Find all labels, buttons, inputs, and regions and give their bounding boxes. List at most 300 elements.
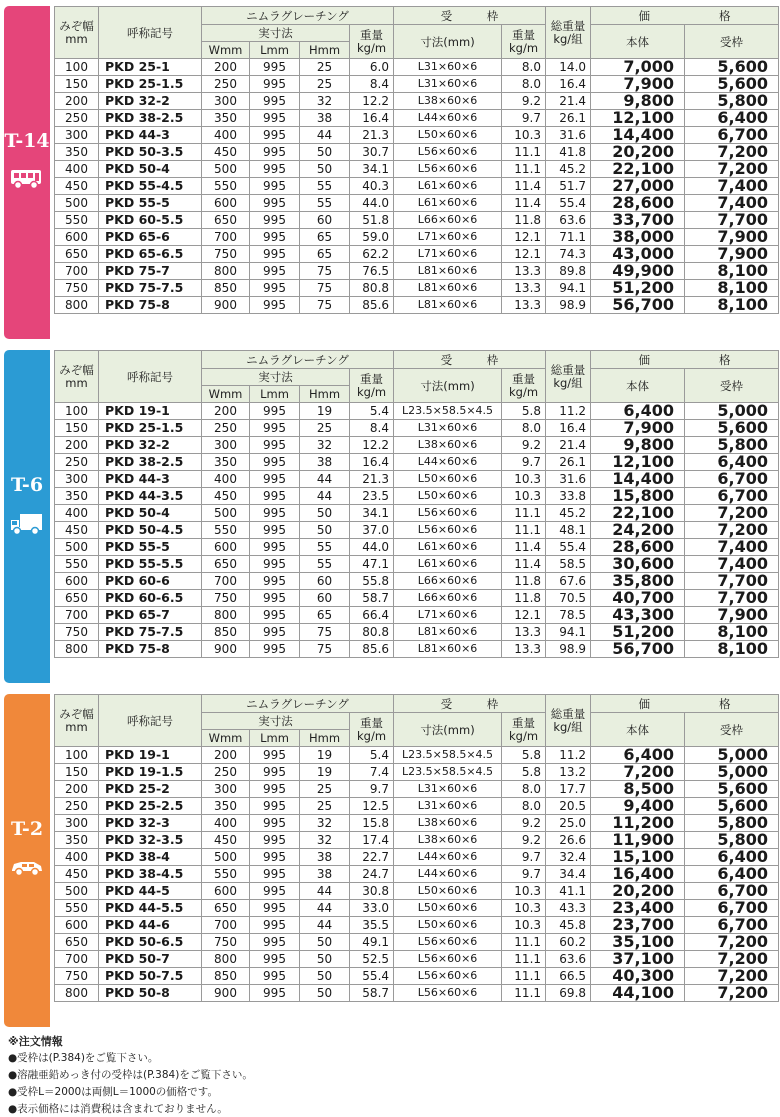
cell-code: PKD 65-6 <box>99 229 202 246</box>
cell-code: PKD 44-3.5 <box>99 488 202 505</box>
cell-weight: 21.3 <box>350 127 394 144</box>
header-wmm: Wmm <box>202 730 250 747</box>
cell-frame-size: L44×60×6 <box>394 849 502 866</box>
cell-body-price: 16,400 <box>591 866 685 883</box>
car-icon <box>10 856 44 882</box>
table-row <box>55 229 779 246</box>
cell-frame-weight: 11.8 <box>502 212 546 229</box>
header-hmm: Hmm <box>300 386 350 403</box>
cell-weight: 8.4 <box>350 420 394 437</box>
cell-frame-price: 7,700 <box>685 212 779 229</box>
cell-lmm: 995 <box>250 815 300 832</box>
cell-lmm: 995 <box>250 883 300 900</box>
cell-body-price: 23,400 <box>591 900 685 917</box>
cell-frame-size: L31×60×6 <box>394 798 502 815</box>
header-frame-weight: 重量 kg/m <box>502 713 546 747</box>
table-row <box>55 437 779 454</box>
cell-frame-size: L61×60×6 <box>394 539 502 556</box>
cell-lmm: 995 <box>250 280 300 297</box>
cell-hmm: 50 <box>300 951 350 968</box>
cell-total-weight: 16.4 <box>546 76 591 93</box>
cell-code: PKD 19-1.5 <box>99 764 202 781</box>
cell-wmm: 500 <box>202 849 250 866</box>
cell-code: PKD 44-3 <box>99 471 202 488</box>
cell-frame-size: L44×60×6 <box>394 110 502 127</box>
cell-width: 400 <box>55 505 99 522</box>
cell-frame-price: 7,200 <box>685 951 779 968</box>
price-section-t-6 <box>0 350 780 683</box>
cell-frame-weight: 10.3 <box>502 127 546 144</box>
header-weight: 重量 kg/m <box>350 369 394 403</box>
cell-lmm: 995 <box>250 59 300 76</box>
cell-frame-price: 7,200 <box>685 505 779 522</box>
cell-frame-price: 5,800 <box>685 437 779 454</box>
cell-wmm: 600 <box>202 883 250 900</box>
cell-code: PKD 44-6 <box>99 917 202 934</box>
cell-code: PKD 32-3.5 <box>99 832 202 849</box>
header-price: 価 格 <box>591 695 779 713</box>
cell-frame-size: L56×60×6 <box>394 144 502 161</box>
cell-frame-size: L81×60×6 <box>394 280 502 297</box>
order-notes <box>8 1033 253 1117</box>
cell-hmm: 32 <box>300 832 350 849</box>
cell-wmm: 900 <box>202 641 250 658</box>
cell-body-price: 51,200 <box>591 624 685 641</box>
table-row <box>55 556 779 573</box>
cell-frame-price: 7,200 <box>685 985 779 1002</box>
cell-code: PKD 60-6.5 <box>99 590 202 607</box>
load-class-band <box>4 694 50 1027</box>
cell-frame-size: L44×60×6 <box>394 866 502 883</box>
cell-frame-weight: 8.0 <box>502 781 546 798</box>
cell-lmm: 995 <box>250 76 300 93</box>
cell-body-price: 30,600 <box>591 556 685 573</box>
cell-weight: 12.5 <box>350 798 394 815</box>
cell-width: 700 <box>55 951 99 968</box>
header-wmm: Wmm <box>202 42 250 59</box>
cell-wmm: 400 <box>202 815 250 832</box>
cell-frame-price: 5,800 <box>685 832 779 849</box>
cell-hmm: 32 <box>300 815 350 832</box>
cell-code: PKD 32-2 <box>99 437 202 454</box>
cell-weight: 12.2 <box>350 437 394 454</box>
cell-body-price: 35,100 <box>591 934 685 951</box>
cell-weight: 7.4 <box>350 764 394 781</box>
cell-frame-weight: 13.3 <box>502 280 546 297</box>
cell-weight: 21.3 <box>350 471 394 488</box>
cell-weight: 34.1 <box>350 161 394 178</box>
cell-frame-price: 5,800 <box>685 815 779 832</box>
header-hmm: Hmm <box>300 730 350 747</box>
cell-frame-size: L61×60×6 <box>394 178 502 195</box>
cell-total-weight: 31.6 <box>546 471 591 488</box>
cell-lmm: 995 <box>250 161 300 178</box>
cell-weight: 22.7 <box>350 849 394 866</box>
cell-hmm: 44 <box>300 883 350 900</box>
header-grating: ニムラグレーチング <box>202 695 394 713</box>
cell-hmm: 55 <box>300 178 350 195</box>
cell-frame-price: 6,700 <box>685 488 779 505</box>
cell-frame-price: 8,100 <box>685 641 779 658</box>
cell-frame-size: L38×60×6 <box>394 93 502 110</box>
cell-weight: 55.8 <box>350 573 394 590</box>
cell-lmm: 995 <box>250 420 300 437</box>
cell-frame-size: L71×60×6 <box>394 246 502 263</box>
cell-lmm: 995 <box>250 297 300 314</box>
header-frame-size: 寸法(mm) <box>394 713 502 747</box>
cell-total-weight: 74.3 <box>546 246 591 263</box>
table-row <box>55 917 779 934</box>
cell-total-weight: 11.2 <box>546 403 591 420</box>
cell-code: PKD 75-8 <box>99 641 202 658</box>
cell-code: PKD 55-4.5 <box>99 178 202 195</box>
cell-total-weight: 78.5 <box>546 607 591 624</box>
cell-frame-price: 7,400 <box>685 178 779 195</box>
table-row <box>55 764 779 781</box>
cell-frame-weight: 11.4 <box>502 178 546 195</box>
header-lmm: Lmm <box>250 42 300 59</box>
cell-weight: 6.0 <box>350 59 394 76</box>
cell-frame-weight: 9.2 <box>502 815 546 832</box>
cell-body-price: 14,400 <box>591 127 685 144</box>
header-code: 呼称記号 <box>99 7 202 59</box>
cell-frame-size: L71×60×6 <box>394 229 502 246</box>
cell-total-weight: 41.8 <box>546 144 591 161</box>
table-row <box>55 798 779 815</box>
header-lmm: Lmm <box>250 730 300 747</box>
table-row <box>55 246 779 263</box>
header-weight: 重量 kg/m <box>350 713 394 747</box>
cell-weight: 33.0 <box>350 900 394 917</box>
cell-frame-price: 7,700 <box>685 590 779 607</box>
header-body-price: 本体 <box>591 25 685 59</box>
cell-frame-weight: 11.1 <box>502 522 546 539</box>
table-row <box>55 195 779 212</box>
table-row <box>55 522 779 539</box>
cell-total-weight: 45.2 <box>546 161 591 178</box>
cell-weight: 15.8 <box>350 815 394 832</box>
cell-body-price: 14,400 <box>591 471 685 488</box>
cell-weight: 16.4 <box>350 110 394 127</box>
cell-frame-weight: 10.3 <box>502 917 546 934</box>
cell-hmm: 50 <box>300 505 350 522</box>
cell-frame-size: L31×60×6 <box>394 420 502 437</box>
cell-frame-price: 6,700 <box>685 127 779 144</box>
cell-hmm: 25 <box>300 798 350 815</box>
cell-hmm: 44 <box>300 900 350 917</box>
header-frame: 受 枠 <box>394 7 546 25</box>
cell-code: PKD 50-8 <box>99 985 202 1002</box>
cell-hmm: 50 <box>300 144 350 161</box>
cell-lmm: 995 <box>250 488 300 505</box>
cell-frame-price: 7,400 <box>685 556 779 573</box>
cell-body-price: 38,000 <box>591 229 685 246</box>
header-width: みぞ幅 mm <box>55 695 99 747</box>
cell-frame-weight: 9.2 <box>502 93 546 110</box>
cell-lmm: 995 <box>250 607 300 624</box>
header-total-weight: 総重量 kg/組 <box>546 7 591 59</box>
cell-frame-weight: 11.1 <box>502 144 546 161</box>
cell-hmm: 25 <box>300 781 350 798</box>
cell-code: PKD 65-6.5 <box>99 246 202 263</box>
cell-frame-size: L31×60×6 <box>394 76 502 93</box>
cell-frame-price: 7,200 <box>685 522 779 539</box>
cell-width: 250 <box>55 798 99 815</box>
cell-code: PKD 55-5 <box>99 539 202 556</box>
cell-width: 400 <box>55 849 99 866</box>
cell-total-weight: 48.1 <box>546 522 591 539</box>
header-frame-price: 受枠 <box>685 713 779 747</box>
cell-lmm: 995 <box>250 437 300 454</box>
header-grating: ニムラグレーチング <box>202 351 394 369</box>
cell-width: 800 <box>55 985 99 1002</box>
cell-frame-price: 8,100 <box>685 297 779 314</box>
cell-lmm: 995 <box>250 985 300 1002</box>
cell-lmm: 995 <box>250 246 300 263</box>
load-class-label: T-6 <box>10 474 44 496</box>
cell-width: 300 <box>55 127 99 144</box>
cell-code: PKD 32-3 <box>99 815 202 832</box>
header-actual-size: 実寸法 <box>202 369 350 386</box>
cell-total-weight: 60.2 <box>546 934 591 951</box>
cell-lmm: 995 <box>250 590 300 607</box>
cell-lmm: 995 <box>250 624 300 641</box>
cell-hmm: 50 <box>300 985 350 1002</box>
cell-lmm: 995 <box>250 641 300 658</box>
cell-body-price: 23,700 <box>591 917 685 934</box>
cell-wmm: 550 <box>202 866 250 883</box>
cell-frame-size: L61×60×6 <box>394 556 502 573</box>
cell-lmm: 995 <box>250 522 300 539</box>
cell-body-price: 15,100 <box>591 849 685 866</box>
header-body-price: 本体 <box>591 713 685 747</box>
cell-frame-price: 6,400 <box>685 110 779 127</box>
cell-width: 750 <box>55 624 99 641</box>
cell-total-weight: 94.1 <box>546 624 591 641</box>
cell-width: 500 <box>55 539 99 556</box>
cell-frame-weight: 9.2 <box>502 437 546 454</box>
cell-frame-price: 7,200 <box>685 934 779 951</box>
table-row <box>55 934 779 951</box>
cell-code: PKD 25-2.5 <box>99 798 202 815</box>
cell-width: 100 <box>55 403 99 420</box>
cell-frame-price: 5,600 <box>685 59 779 76</box>
price-section-t-2 <box>0 694 780 1027</box>
cell-width: 100 <box>55 747 99 764</box>
cell-frame-price: 8,100 <box>685 280 779 297</box>
cell-total-weight: 55.4 <box>546 195 591 212</box>
cell-lmm: 995 <box>250 798 300 815</box>
cell-hmm: 55 <box>300 195 350 212</box>
cell-total-weight: 89.8 <box>546 263 591 280</box>
cell-total-weight: 33.8 <box>546 488 591 505</box>
cell-total-weight: 66.5 <box>546 968 591 985</box>
cell-frame-weight: 11.1 <box>502 968 546 985</box>
table-row <box>55 539 779 556</box>
cell-body-price: 40,700 <box>591 590 685 607</box>
cell-width: 800 <box>55 297 99 314</box>
cell-lmm: 995 <box>250 573 300 590</box>
table-row <box>55 573 779 590</box>
cell-weight: 30.7 <box>350 144 394 161</box>
cell-frame-weight: 10.3 <box>502 471 546 488</box>
header-frame-size: 寸法(mm) <box>394 369 502 403</box>
cell-hmm: 19 <box>300 403 350 420</box>
cell-body-price: 43,000 <box>591 246 685 263</box>
cell-frame-size: L23.5×58.5×4.5 <box>394 764 502 781</box>
cell-weight: 51.8 <box>350 212 394 229</box>
cell-hmm: 55 <box>300 556 350 573</box>
header-price: 価 格 <box>591 351 779 369</box>
cell-wmm: 750 <box>202 246 250 263</box>
note-line: ●受枠は(P.384)をご覧下さい。 <box>8 1052 159 1064</box>
cell-frame-size: L81×60×6 <box>394 624 502 641</box>
cell-width: 600 <box>55 573 99 590</box>
cell-weight: 5.4 <box>350 747 394 764</box>
cell-frame-weight: 13.3 <box>502 624 546 641</box>
cell-width: 650 <box>55 590 99 607</box>
cell-wmm: 200 <box>202 747 250 764</box>
cell-frame-price: 6,700 <box>685 900 779 917</box>
cell-frame-price: 7,200 <box>685 968 779 985</box>
cell-frame-size: L50×60×6 <box>394 471 502 488</box>
cell-frame-size: L31×60×6 <box>394 781 502 798</box>
cell-frame-weight: 10.3 <box>502 883 546 900</box>
header-width: みぞ幅 mm <box>55 7 99 59</box>
cell-code: PKD 25-1.5 <box>99 420 202 437</box>
note-line: ●表示価格には消費税は含まれておりません。 <box>8 1103 228 1115</box>
cell-lmm: 995 <box>250 195 300 212</box>
table-row <box>55 59 779 76</box>
cell-wmm: 200 <box>202 59 250 76</box>
cell-hmm: 19 <box>300 747 350 764</box>
cell-frame-price: 7,900 <box>685 607 779 624</box>
cell-wmm: 250 <box>202 764 250 781</box>
cell-frame-size: L23.5×58.5×4.5 <box>394 403 502 420</box>
cell-frame-weight: 12.1 <box>502 607 546 624</box>
table-row <box>55 641 779 658</box>
cell-hmm: 38 <box>300 866 350 883</box>
cell-weight: 85.6 <box>350 297 394 314</box>
cell-code: PKD 19-1 <box>99 403 202 420</box>
cell-total-weight: 70.5 <box>546 590 591 607</box>
cell-frame-weight: 5.8 <box>502 403 546 420</box>
table-row <box>55 815 779 832</box>
cell-code: PKD 44-3 <box>99 127 202 144</box>
cell-frame-size: L38×60×6 <box>394 815 502 832</box>
cell-frame-price: 7,400 <box>685 539 779 556</box>
cell-code: PKD 60-6 <box>99 573 202 590</box>
cell-lmm: 995 <box>250 556 300 573</box>
cell-frame-weight: 9.7 <box>502 454 546 471</box>
cell-total-weight: 26.6 <box>546 832 591 849</box>
cell-frame-weight: 11.1 <box>502 161 546 178</box>
table-row <box>55 471 779 488</box>
cell-lmm: 995 <box>250 144 300 161</box>
price-table <box>54 350 779 658</box>
cell-frame-size: L50×60×6 <box>394 917 502 934</box>
table-row <box>55 280 779 297</box>
cell-total-weight: 63.6 <box>546 951 591 968</box>
cell-hmm: 32 <box>300 437 350 454</box>
cell-weight: 23.5 <box>350 488 394 505</box>
header-frame-price: 受枠 <box>685 369 779 403</box>
cell-body-price: 40,300 <box>591 968 685 985</box>
table-row <box>55 76 779 93</box>
cell-weight: 55.4 <box>350 968 394 985</box>
cell-width: 400 <box>55 161 99 178</box>
cell-width: 750 <box>55 280 99 297</box>
cell-frame-weight: 11.1 <box>502 951 546 968</box>
cell-body-price: 12,100 <box>591 110 685 127</box>
cell-frame-size: L56×60×6 <box>394 161 502 178</box>
cell-wmm: 900 <box>202 985 250 1002</box>
cell-width: 300 <box>55 815 99 832</box>
cell-frame-price: 5,600 <box>685 798 779 815</box>
price-table <box>54 694 779 1002</box>
cell-frame-size: L44×60×6 <box>394 454 502 471</box>
cell-wmm: 550 <box>202 522 250 539</box>
table-row <box>55 161 779 178</box>
cell-frame-size: L56×60×6 <box>394 934 502 951</box>
cell-body-price: 7,900 <box>591 76 685 93</box>
cell-body-price: 43,300 <box>591 607 685 624</box>
cell-width: 450 <box>55 866 99 883</box>
cell-width: 750 <box>55 968 99 985</box>
cell-code: PKD 60-5.5 <box>99 212 202 229</box>
cell-width: 450 <box>55 522 99 539</box>
cell-lmm: 995 <box>250 764 300 781</box>
cell-weight: 59.0 <box>350 229 394 246</box>
table-row <box>55 590 779 607</box>
cell-weight: 58.7 <box>350 590 394 607</box>
cell-wmm: 400 <box>202 471 250 488</box>
cell-hmm: 60 <box>300 590 350 607</box>
cell-lmm: 995 <box>250 968 300 985</box>
cell-wmm: 800 <box>202 951 250 968</box>
cell-weight: 49.1 <box>350 934 394 951</box>
cell-hmm: 50 <box>300 934 350 951</box>
cell-frame-weight: 5.8 <box>502 764 546 781</box>
cell-wmm: 550 <box>202 178 250 195</box>
cell-lmm: 995 <box>250 93 300 110</box>
cell-frame-price: 5,000 <box>685 747 779 764</box>
cell-wmm: 750 <box>202 934 250 951</box>
cell-weight: 9.7 <box>350 781 394 798</box>
cell-body-price: 9,800 <box>591 93 685 110</box>
cell-hmm: 44 <box>300 471 350 488</box>
cell-body-price: 15,800 <box>591 488 685 505</box>
cell-frame-price: 6,400 <box>685 454 779 471</box>
cell-body-price: 22,100 <box>591 505 685 522</box>
cell-frame-weight: 13.3 <box>502 263 546 280</box>
table-row <box>55 968 779 985</box>
cell-weight: 5.4 <box>350 403 394 420</box>
cell-frame-weight: 10.3 <box>502 900 546 917</box>
cell-total-weight: 55.4 <box>546 539 591 556</box>
cell-weight: 12.2 <box>350 93 394 110</box>
cell-frame-price: 5,600 <box>685 420 779 437</box>
cell-code: PKD 55-5.5 <box>99 556 202 573</box>
cell-lmm: 995 <box>250 403 300 420</box>
cell-frame-price: 7,200 <box>685 161 779 178</box>
header-code: 呼称記号 <box>99 695 202 747</box>
cell-total-weight: 34.4 <box>546 866 591 883</box>
cell-width: 700 <box>55 263 99 280</box>
cell-total-weight: 98.9 <box>546 641 591 658</box>
cell-frame-price: 6,700 <box>685 883 779 900</box>
cell-hmm: 65 <box>300 246 350 263</box>
